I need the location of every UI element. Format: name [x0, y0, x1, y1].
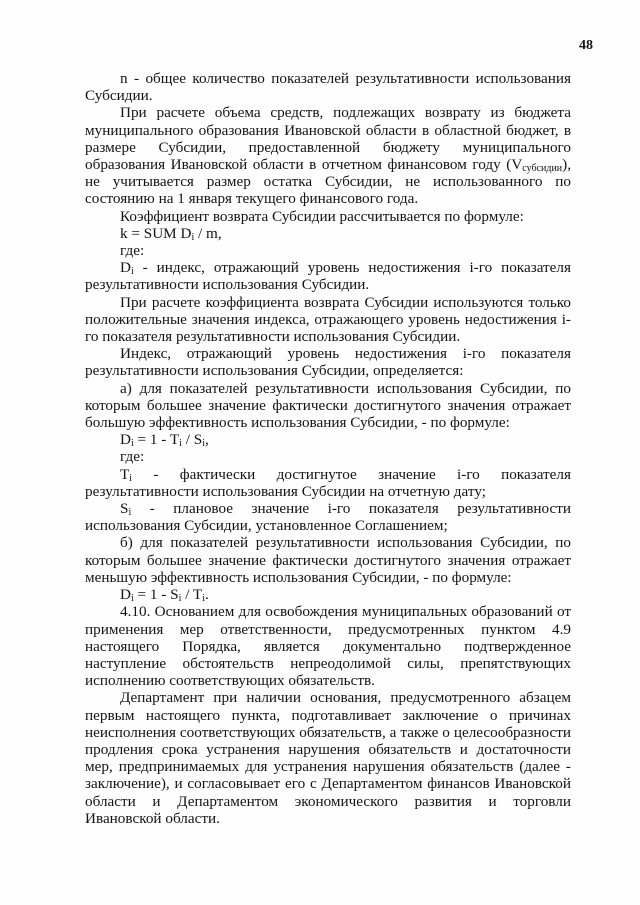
formula-di-b: $D_i = 1 - S_i / T_i$.: [120, 586, 209, 605]
paragraph-n-definition: n - общее количество показателей результативности использования Субсидии.: [85, 70, 571, 105]
paragraph-positive-values: При расчете коэффициента возврата Субсидии используются только положительные значения индекса, отражающего уровень недостижения i-го показателя результативности использования Субсидии.: [85, 293, 571, 346]
paragraph-department-conclusion: Департамент при наличии основания, предусмотренного абзацем первым настоящего пункта, подготавливает заключение о причинах неисполнения соответствующих обязательств, а также о целесообразности продления срока устранения нарушения обязательств и достаточности мер, предпринимаемых для устранения нарушения обязательств (далее - заключение), и согласовывает его с Департаментом финансов Ивановской области и Департаментом экономического развития и торговли Ивановской области.: [85, 689, 571, 827]
paragraph-coefficient-intro: Коэффициент возврата Субсидии рассчитывается по формуле:: [120, 207, 524, 225]
page-number: 48: [579, 38, 593, 53]
formula-di-a: $D_i = 1 - T_i / S_i$,: [120, 431, 209, 450]
paragraph-case-a: а) для показателей результативности использования Субсидии, по которым большее значение фактически достигнутого значения отражает большую эффективность использования Субсидии, - по формуле:: [85, 379, 571, 432]
paragraph-4-10: 4.10. Основанием для освобождения муниципальных образований от применения мер ответственности, предусмотренных пунктом 4.9 настоящего Порядка, является документально подтвержденное наступление обстоятельств непреодолимой силы, препятствующих исполнению соответствующих обязательств.: [85, 603, 571, 690]
formula-k: k = SUM $D_i$ / m,: [120, 224, 222, 243]
paragraph-si-definition: $S_i$ - плановое значение i-го показателя результативности использования Субсидии, установленное Соглашением;: [85, 500, 571, 535]
document-body: [85, 70, 571, 827]
paragraph-index-intro: Индекс, отражающий уровень недостижения i-го показателя результативности использования Субсидии, определяется:: [85, 345, 571, 380]
paragraph-refund-volume: При расчете объема средств, подлежащих возврату из бюджета муниципального образования Ивановской области в областной бюджет, в размере Субсидии, предоставленной бюджету муниципального образования Ивановской области в отчетном финансовом году $(V_{субсидии})$, не учитывается размер остатка Субсидии, не использованного по состоянию на 1 января текущего финансового года.: [85, 104, 571, 208]
where-label: где:: [120, 242, 145, 260]
paragraph-ti-definition: $T_i$ - фактически достигнутое значение i-го показателя результативности использования Субсидии на отчетную дату;: [85, 465, 571, 500]
paragraph-case-b: б) для показателей результативности использования Субсидии, по которым большее значение фактически достигнутого значения отражает меньшую эффективность использования Субсидии, - по формуле:: [85, 534, 571, 586]
paragraph-di-definition: $D_i$ - индекс, отражающий уровень недостижения i-го показателя результативности использования Субсидии.: [85, 259, 571, 294]
where-label: где:: [120, 448, 145, 466]
